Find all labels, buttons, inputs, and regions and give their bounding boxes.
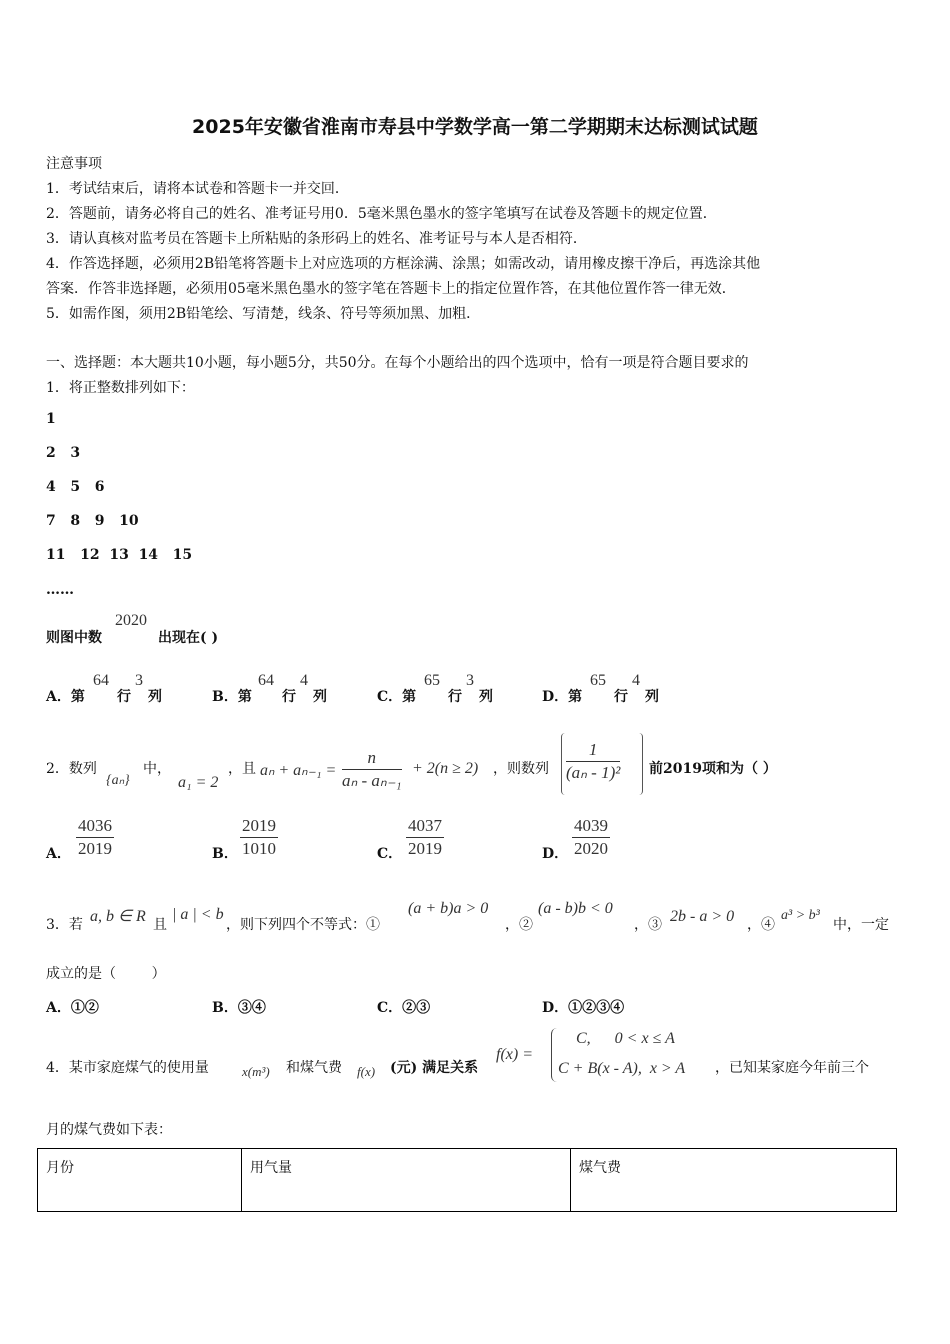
q3-inequality-1: (a + b)a > 0 — [408, 900, 489, 917]
q4-usage-var: x(m³) — [242, 1064, 270, 1079]
option-col-number: 4 — [632, 672, 640, 689]
q4-pre: 4．某市家庭煤气的使用量 — [46, 1060, 209, 1076]
q3-sep-4: ，④ — [747, 917, 775, 933]
option-label: A． — [46, 846, 71, 862]
option-row-number: 65 — [424, 672, 440, 689]
q1-row: …… — [46, 582, 74, 598]
notice-heading: 注意事项 — [46, 156, 102, 172]
option-col-word: 列 — [148, 689, 162, 705]
q2-relation-left: aₙ + aₙ₋₁ = — [260, 762, 337, 779]
option-fraction — [572, 816, 610, 859]
q3-pre: 3．若 — [46, 917, 83, 933]
fraction-denominator: aₙ - aₙ₋₁ — [342, 771, 402, 790]
option-row-word: 行 — [614, 689, 628, 705]
q4-case-2: C + B(x - A), x > A — [558, 1060, 686, 1077]
table-header-fee: 煤气费 — [571, 1149, 897, 1212]
option-col-number: 3 — [466, 672, 474, 689]
notice-item: 2．答题前，请务必将自己的姓名、准考证号用0．5毫米黑色墨水的签字笔填写在试卷及答题卡的规定位置． — [46, 206, 717, 222]
notice-item: 5．如需作图，须用2B铅笔绘、写清楚，线条、符号等须加黑、加粗． — [46, 306, 481, 322]
q2-relation-right: + 2(n ≥ 2) — [412, 760, 479, 777]
q3-option-c[interactable]: C．②③ — [377, 1000, 431, 1016]
q1-row: 11 12 13 14 15 — [46, 547, 193, 563]
option-row-number: 64 — [258, 672, 274, 689]
q4-line-2: 月的煤气费如下表： — [46, 1122, 172, 1138]
q1-ask-number: 2020 — [115, 612, 147, 629]
fraction-numerator: 2019 — [240, 816, 278, 838]
notice-item: 1．考试结束后，请将本试卷和答题卡一并交回． — [46, 181, 349, 197]
fraction-denominator: 2019 — [78, 839, 112, 858]
table-header-usage: 用气量 — [242, 1149, 571, 1212]
q3-sep-3: ，③ — [634, 917, 662, 933]
q1-row: 2 3 — [46, 445, 81, 461]
q1-row: 4 5 6 — [46, 479, 105, 495]
q2-a1: a₁ = 2 — [178, 774, 219, 791]
q2-post: 前2019项和为（ ） — [649, 761, 777, 777]
q1-row: 7 8 9 10 — [46, 513, 139, 529]
page-title: 2025年安徽省淮南市寿县中学数学高一第二学期期末达标测试试题 — [192, 116, 758, 138]
q1-stem: 1．将正整数排列如下： — [46, 380, 195, 396]
option-row-word: 行 — [282, 689, 296, 705]
q1-ask-pre: 则图中数 — [46, 630, 102, 646]
option-col-word: 列 — [479, 689, 493, 705]
q4-tail: ，已知某家庭今年前三个 — [715, 1060, 869, 1076]
fraction-numerator: 4036 — [76, 816, 114, 838]
q3-condition-1: a, b ∈ R — [90, 908, 146, 925]
fraction-denominator: 2020 — [574, 839, 608, 858]
table-header-month: 月份 — [38, 1149, 242, 1212]
option-col-number: 4 — [300, 672, 308, 689]
option-label: D． — [542, 846, 569, 862]
option-label: B．第 — [212, 689, 252, 705]
fraction-denominator: 1010 — [242, 839, 276, 858]
option-row-word: 行 — [117, 689, 131, 705]
q3-line-2: 成立的是（ ） — [46, 966, 166, 982]
q3-tail: 中，一定 — [833, 917, 889, 933]
q2-sequence-fraction — [566, 740, 620, 783]
notice-item: 3．请认真核对监考员在答题卡上所粘贴的条形码上的姓名、准考证号与本人是否相符． — [46, 231, 587, 247]
option-label: C．第 — [377, 689, 417, 705]
q2-pre: 2．数列 — [46, 761, 97, 777]
q3-mid: ，则下列四个不等式：① — [226, 917, 380, 933]
option-col-number: 3 — [135, 672, 143, 689]
fraction-numerator: 4039 — [572, 816, 610, 838]
q4-case-1: C, 0 < x ≤ A — [576, 1030, 675, 1047]
q1-ask-post: 出现在( ) — [158, 630, 219, 646]
q4-mid1: 和煤气费 — [286, 1060, 342, 1076]
q1-row: 1 — [46, 411, 56, 427]
option-fraction — [76, 816, 114, 859]
q2-mid2: ，且 — [228, 761, 256, 777]
q3-option-a[interactable]: A．①② — [46, 1000, 99, 1016]
q4-function-lhs: f(x) = — [496, 1046, 533, 1063]
q2-mid1: 中， — [143, 761, 171, 777]
q3-inequality-2: (a - b)b < 0 — [538, 900, 613, 917]
q3-option-d[interactable]: D．①②③④ — [542, 1000, 625, 1016]
option-col-word: 列 — [645, 689, 659, 705]
q3-sep-2: ，② — [505, 917, 533, 933]
option-fraction — [240, 816, 278, 859]
option-row-number: 64 — [93, 672, 109, 689]
option-label: B． — [212, 846, 238, 862]
option-row-number: 65 — [590, 672, 606, 689]
q3-condition-2: | a | < b — [172, 906, 224, 923]
option-label: C． — [377, 846, 403, 862]
option-fraction — [406, 816, 444, 859]
fraction-denominator: (aₙ - 1)² — [566, 763, 621, 782]
notice-item: 答案．作答非选择题，必须用05毫米黑色墨水的签字笔在答题卡上的指定位置作答，在其他位置作答一律无效． — [46, 281, 736, 297]
fraction-numerator: 1 — [566, 740, 620, 762]
notice-item: 4．作答选择题，必须用2B铅笔将答题卡上对应选项的方框涂满、涂黑；如需改动，请用橡皮擦干净后，再选涂其他 — [46, 256, 761, 272]
q2-sequence: {aₙ} — [106, 773, 130, 788]
option-row-word: 行 — [448, 689, 462, 705]
fraction-denominator: 2019 — [408, 839, 442, 858]
q2-relation-fraction — [342, 748, 402, 791]
section-heading: 一、选择题：本大题共10小题，每小题5分，共50分。在每个小题给出的四个选项中，恰有一项是符合题目要求的 — [46, 355, 749, 371]
fraction-numerator: 4037 — [406, 816, 444, 838]
gas-fee-table — [37, 1148, 897, 1212]
fraction-numerator: n — [342, 748, 402, 770]
q3-option-b[interactable]: B．③④ — [212, 1000, 266, 1016]
option-label: A．第 — [46, 689, 85, 705]
q4-mid2: (元) 满足关系 — [390, 1060, 479, 1076]
q3-inequality-3: 2b - a > 0 — [670, 908, 735, 925]
q3-and: 且 — [153, 917, 167, 933]
q2-mid3: ，则数列 — [493, 761, 549, 777]
option-label: D．第 — [542, 689, 583, 705]
option-col-word: 列 — [313, 689, 327, 705]
q3-inequality-4: a³ > b³ — [781, 908, 820, 923]
table-header-row — [38, 1149, 897, 1212]
q4-fee-var: f(x) — [357, 1064, 376, 1079]
